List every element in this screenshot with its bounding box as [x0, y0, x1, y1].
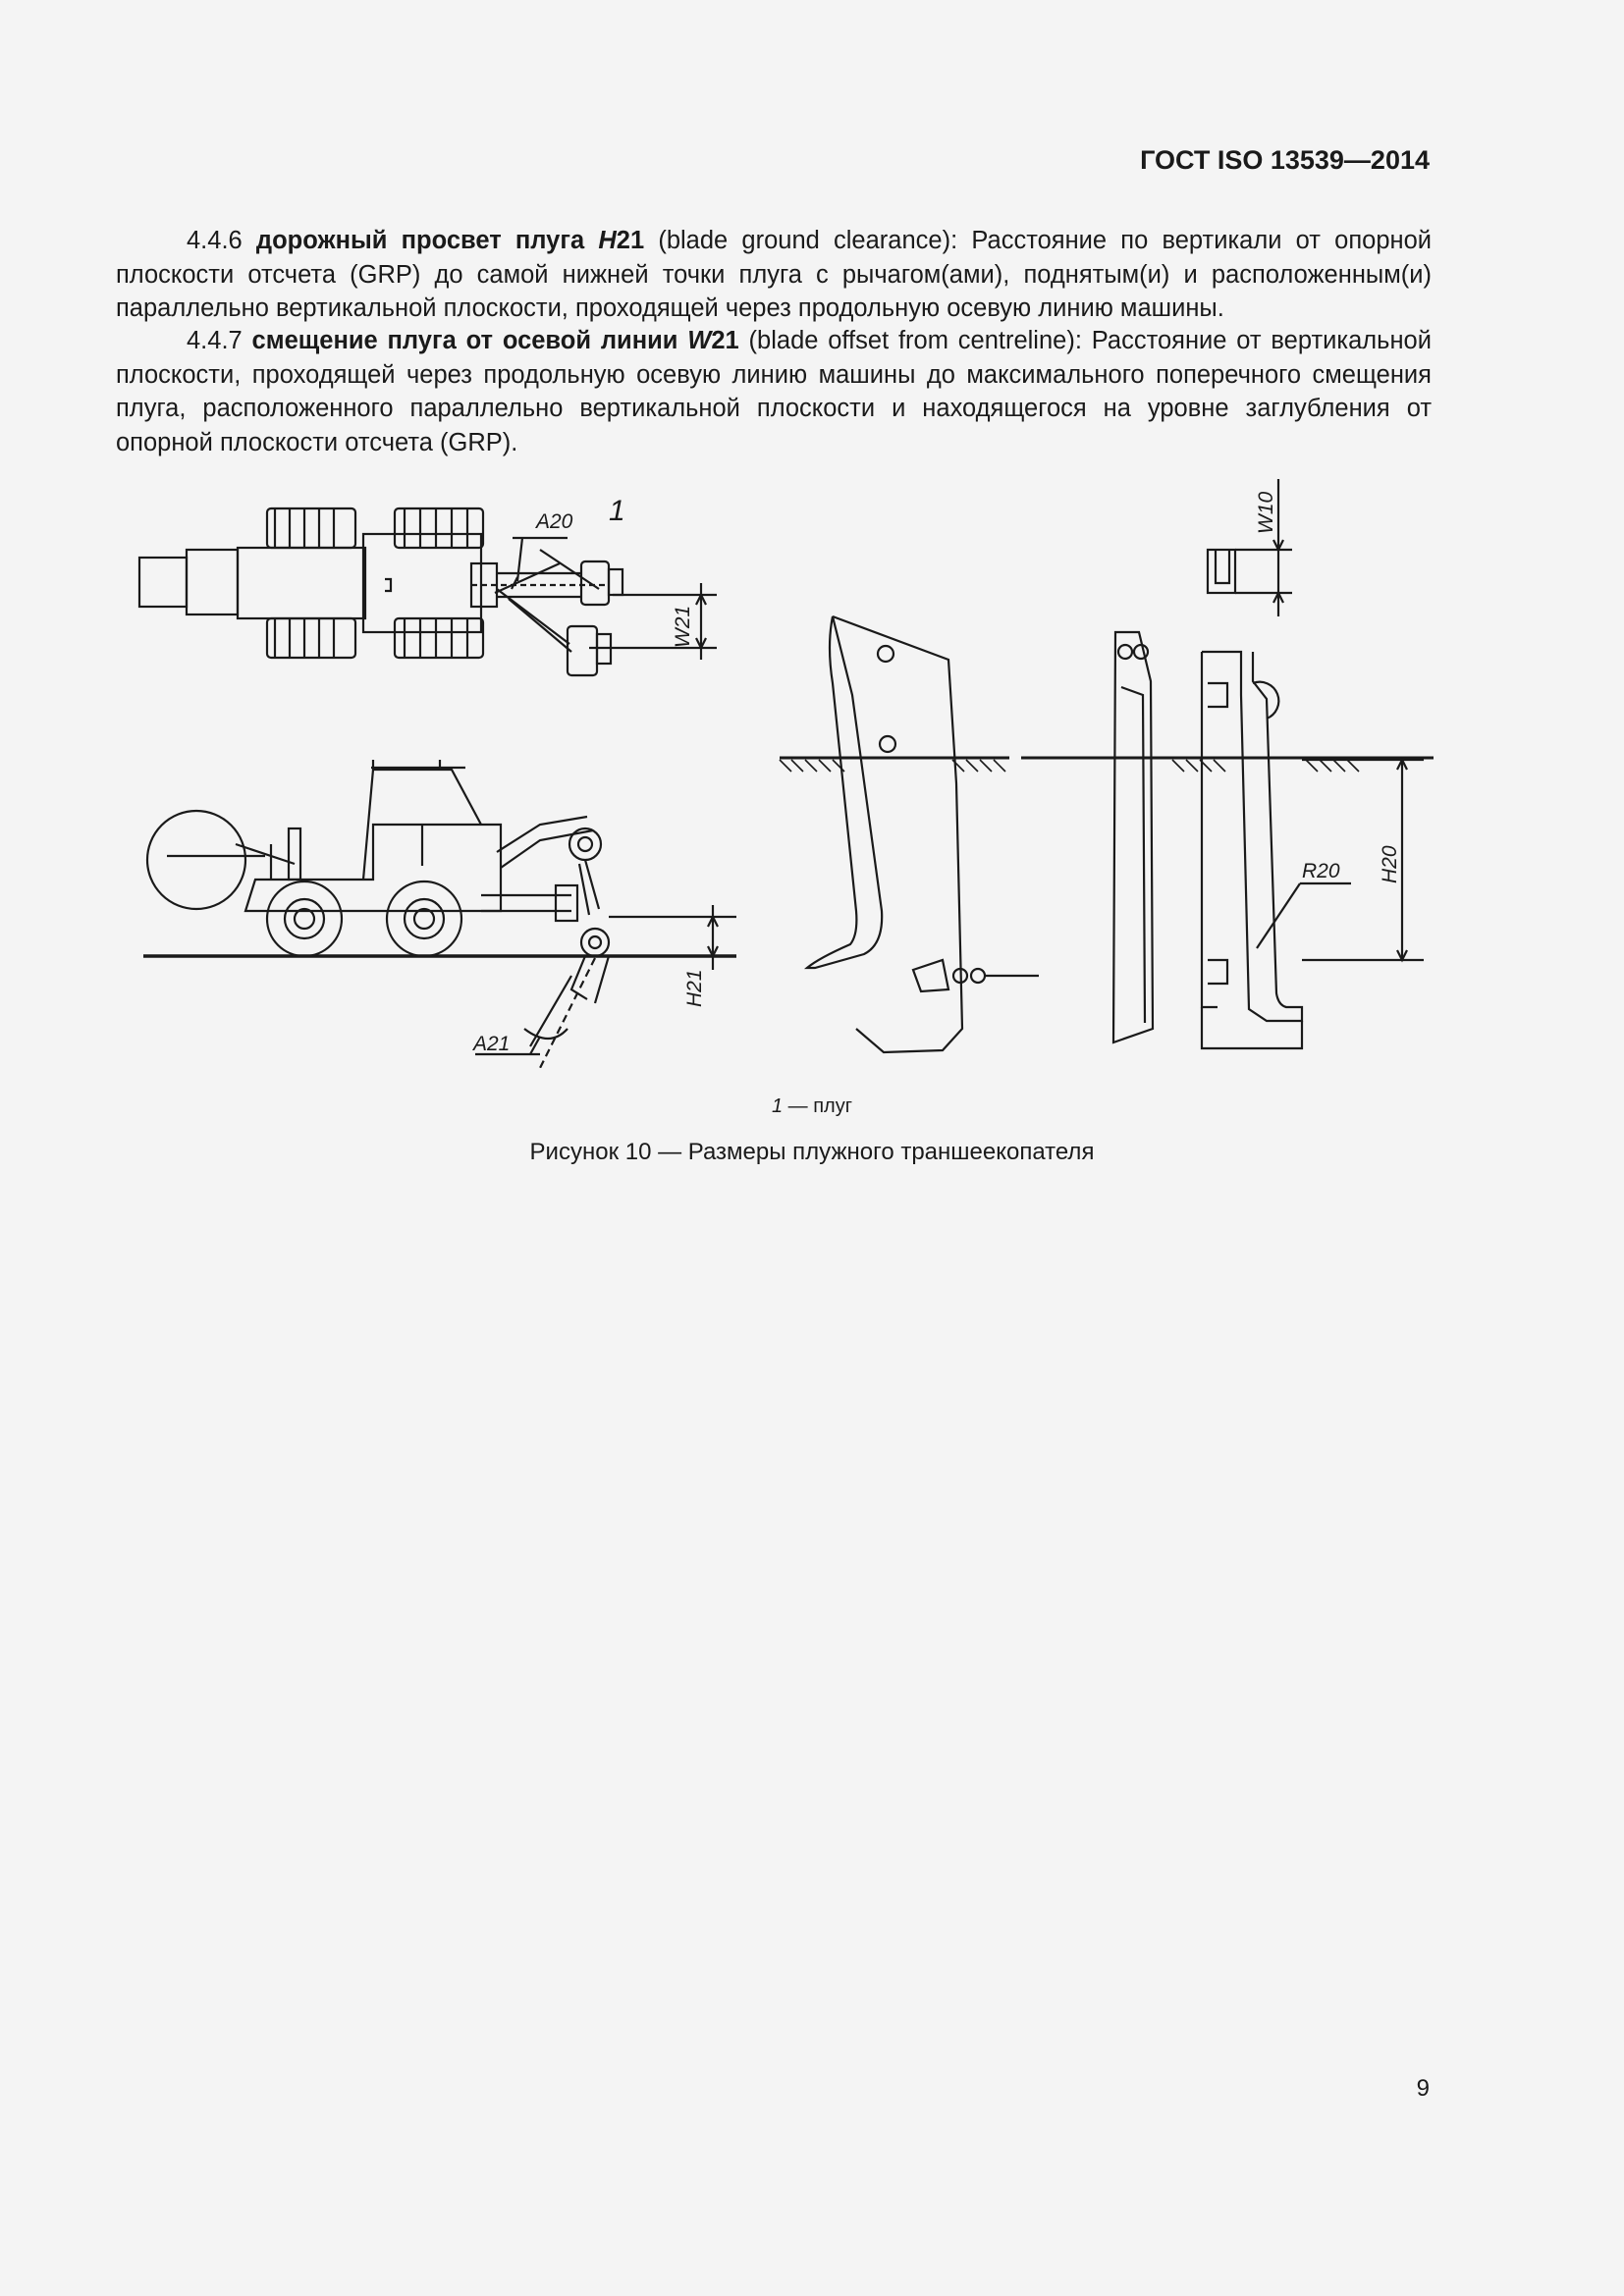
figure-10-trencher-dimensions	[128, 479, 1443, 1068]
label-a20: A20	[536, 510, 573, 533]
label-h20: H20	[1379, 845, 1401, 883]
figure-legend: 1 — плуг	[771, 1095, 853, 1117]
label-w10: W10	[1255, 491, 1277, 534]
term: дорожный просвет плуга H21	[255, 227, 645, 254]
section-number: 4.4.6	[187, 227, 243, 254]
trencher-side-view	[143, 760, 736, 1068]
label-callout-1: 1	[609, 495, 625, 527]
trencher-top-view	[139, 508, 717, 675]
label-h21: H21	[683, 969, 706, 1007]
label-r20: R20	[1302, 860, 1340, 882]
label-w21: W21	[672, 605, 694, 648]
plow-rear-view	[1021, 479, 1434, 1048]
label-a21: A21	[473, 1033, 511, 1055]
plow-blade-side-view	[780, 616, 1039, 1052]
english-term: (blade offset from centreline):	[748, 327, 1082, 354]
definition: Расстояние по вертикали от опорной плоскости отсчета (GRP) до самой нижней точки плуга с рычагом(ами), поднятым(и) и расположенным(и) параллельно вертикальной плоскости, проходящей через продольную осевую линию машины.	[116, 227, 1433, 323]
section-4-4-6	[116, 224, 1432, 326]
definition: Расстояние от вертикальной плоскости, проходящей через продольную осевую линию машины до максимального поперечного смещения плуга, расположенного параллельно вертикальной плоскости и находящегося на уровне заглубления от опорной плоскости отсчета (GRP).	[116, 327, 1432, 456]
figure-caption: Рисунок 10 — Размеры плужного траншеекопателя	[529, 1139, 1095, 1165]
document-header: ГОСТ ISO 13539—2014	[1140, 145, 1430, 175]
term: смещение плуга от осевой линии W21	[251, 327, 739, 354]
english-term: (blade ground clearance):	[658, 227, 958, 254]
page-number: 9	[1416, 2075, 1430, 2102]
section-4-4-7	[116, 324, 1432, 459]
section-number: 4.4.7	[187, 327, 243, 354]
